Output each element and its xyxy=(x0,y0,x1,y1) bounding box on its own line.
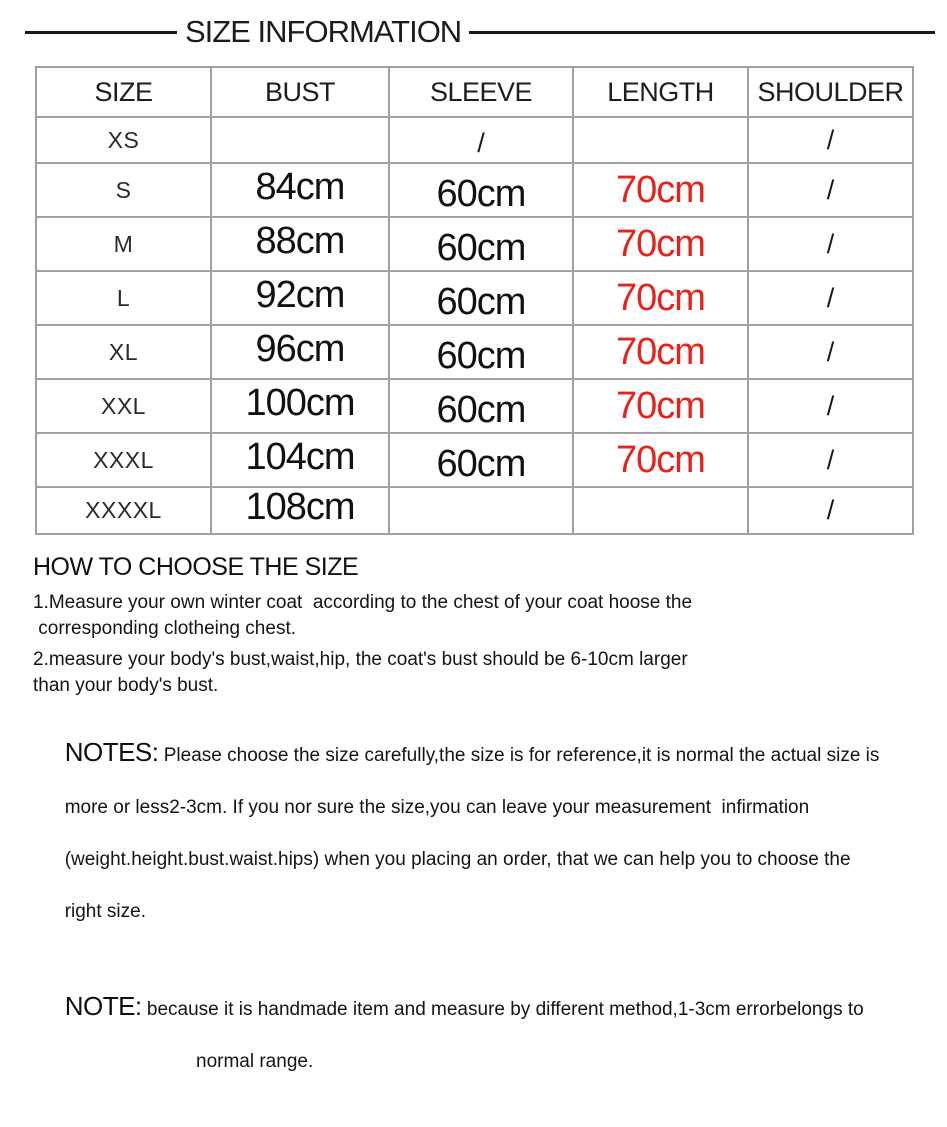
notes-label: NOTES: xyxy=(64,737,159,767)
length-cell: 70cm xyxy=(573,163,748,217)
size-cell: L xyxy=(36,271,211,325)
table-row xyxy=(36,487,913,534)
note-label: NOTE: xyxy=(64,991,142,1021)
sleeve-cell xyxy=(389,487,573,534)
bust-cell: 92cm xyxy=(211,271,389,325)
shoulder-cell: / xyxy=(748,163,913,217)
notes-paragraph: NOTES: Please choose the size carefully,the size is for reference,it is normal the actual size is more or less2-3cm. If you nor sure the size,you can leave your measurement infirmation (weight.height.bust.waist.hips) when you placing an order, that we can help you to choose the right size. xyxy=(64,737,880,922)
table-row xyxy=(36,163,913,217)
size-cell: XL xyxy=(36,325,211,379)
sleeve-cell: 60cm xyxy=(389,379,573,433)
table-row xyxy=(36,433,913,487)
title-rule-left xyxy=(25,31,177,34)
bust-cell xyxy=(211,117,389,163)
title-row xyxy=(0,0,947,50)
length-cell: 70cm xyxy=(573,379,748,433)
length-cell: 70cm xyxy=(573,217,748,271)
length-cell xyxy=(573,117,748,163)
shoulder-cell: / xyxy=(748,117,913,163)
col-header-shoulder: SHOULDER xyxy=(748,67,913,117)
shoulder-cell: / xyxy=(748,325,913,379)
length-cell: 70cm xyxy=(573,433,748,487)
bust-cell: 100cm xyxy=(211,379,389,433)
size-cell: XXL xyxy=(36,379,211,433)
sleeve-cell: 60cm xyxy=(389,271,573,325)
length-cell: 70cm xyxy=(573,325,748,379)
title-rule-right xyxy=(469,31,935,34)
sleeve-cell: 60cm xyxy=(389,217,573,271)
sleeve-cell: 60cm xyxy=(389,325,573,379)
shoulder-cell: / xyxy=(748,217,913,271)
size-cell: XXXL xyxy=(36,433,211,487)
step-1: 1.Measure your own winter coat according to the chest of your coat hoose the corresponding clotheing chest. xyxy=(33,592,693,639)
table-row xyxy=(36,271,913,325)
length-cell xyxy=(573,487,748,534)
step-2: 2.measure your body's bust,waist,hip, the coat's bust should be 6-10cm larger than your body's bust. xyxy=(33,649,688,696)
bust-cell: 108cm xyxy=(211,487,389,534)
col-header-length: LENGTH xyxy=(573,67,748,117)
shoulder-cell: / xyxy=(748,379,913,433)
size-cell: XS xyxy=(36,117,211,163)
shoulder-cell: / xyxy=(748,433,913,487)
col-header-size: SIZE xyxy=(36,67,211,117)
size-cell: M xyxy=(36,217,211,271)
length-cell: 70cm xyxy=(573,271,748,325)
col-header-bust: BUST xyxy=(211,67,389,117)
header-row xyxy=(36,67,913,117)
table-row xyxy=(36,379,913,433)
how-to-choose-section xyxy=(33,553,931,1127)
bust-cell: 104cm xyxy=(211,433,389,487)
col-header-sleeve: SLEEVE xyxy=(389,67,573,117)
table-row xyxy=(36,325,913,379)
note-paragraph: NOTE: because it is handmade item and measure by different method,1-3cm errorbelongs to normal range. xyxy=(64,991,864,1072)
shoulder-cell: / xyxy=(748,271,913,325)
bust-cell: 88cm xyxy=(211,217,389,271)
size-cell: XXXXL xyxy=(36,487,211,534)
sleeve-cell: 60cm xyxy=(389,163,573,217)
sleeve-cell: / xyxy=(389,117,573,163)
page-title: SIZE INFORMATION xyxy=(185,14,462,49)
size-cell: S xyxy=(36,163,211,217)
table-row xyxy=(36,217,913,271)
bust-cell: 96cm xyxy=(211,325,389,379)
size-table xyxy=(35,66,914,535)
shoulder-cell: / xyxy=(748,487,913,534)
table-row xyxy=(36,117,913,163)
sleeve-cell: 60cm xyxy=(389,433,573,487)
how-to-choose-heading: HOW TO CHOOSE THE SIZE xyxy=(33,553,359,581)
bust-cell: 84cm xyxy=(211,163,389,217)
